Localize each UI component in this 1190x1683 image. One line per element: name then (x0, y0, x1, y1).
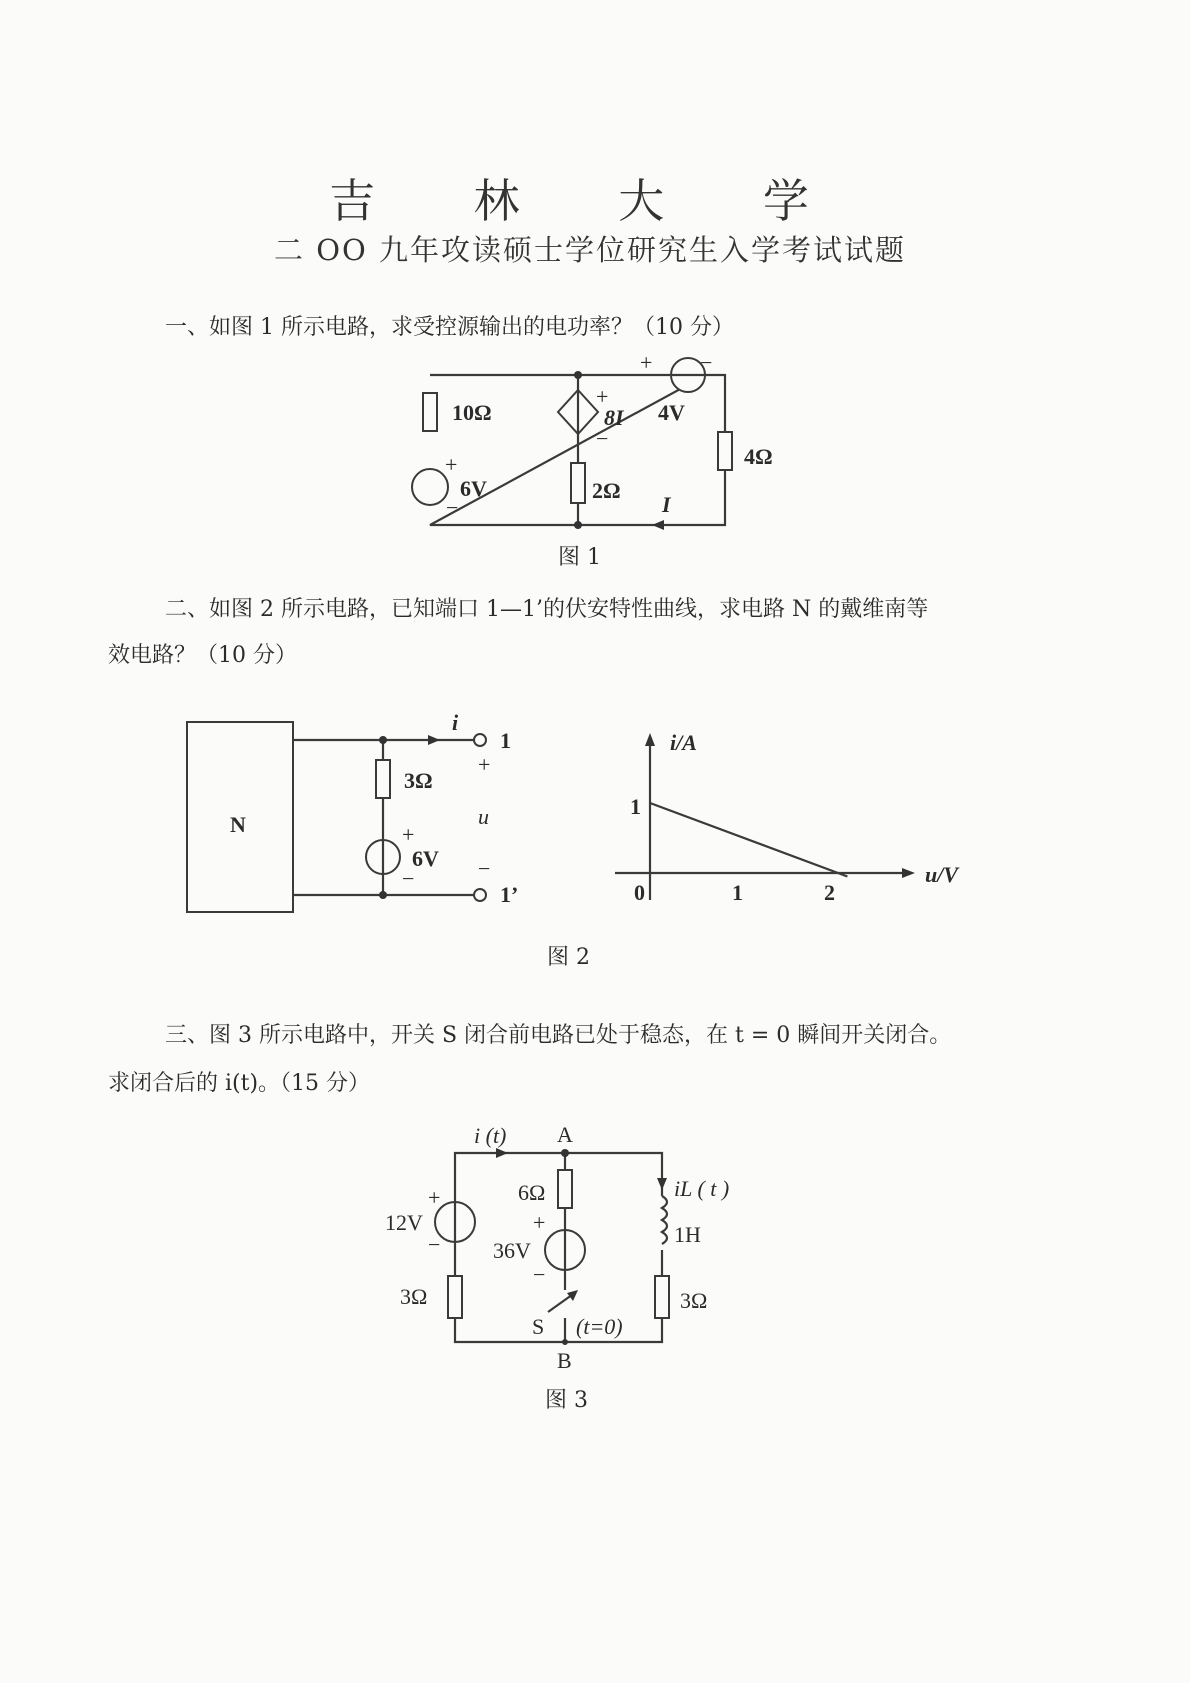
vi-characteristic-line (650, 803, 847, 877)
label-4ohm: 4Ω (744, 444, 773, 469)
label-B: B (557, 1348, 572, 1373)
label-minus: − (700, 350, 713, 375)
y-tick-1: 1 (630, 794, 641, 819)
figure-2-circuit (187, 710, 518, 912)
label-u: u (478, 804, 489, 829)
label-t0: (t=0) (576, 1314, 623, 1339)
label-minus: − (533, 1262, 546, 1287)
x-axis-label: u/V (925, 862, 959, 887)
node-dot (379, 891, 387, 899)
label-8I: 8I (604, 405, 624, 430)
node-B (562, 1339, 568, 1345)
terminal-1prime (474, 889, 486, 901)
question-1-text: 一、如图 1 所示电路，求受控源输出的电功率？（10 分） (165, 315, 734, 340)
resistor-2ohm (571, 463, 585, 503)
x-axis-arrow (902, 868, 915, 878)
label-plus: + (640, 350, 653, 375)
label-6v: 6V (412, 846, 439, 871)
question-3-text-line1: 三、图 3 所示电路中，开关 S 闭合前电路已处于稳态，在 t = 0 瞬间开关闭合。 (165, 1023, 952, 1048)
label-4v: 4V (658, 400, 685, 425)
voltage-source-6v (412, 469, 448, 505)
current-arrow-i (496, 1148, 508, 1158)
node-dot (379, 736, 387, 744)
label-plus: + (428, 1185, 441, 1210)
label-2ohm: 2Ω (592, 478, 621, 503)
resistor-10ohm (423, 393, 437, 431)
label-i: i (452, 710, 459, 735)
figure-3-caption: 图 3 (545, 1388, 588, 1413)
figure-1-caption: 图 1 (558, 545, 601, 570)
resistor-3ohm-right (655, 1276, 669, 1318)
origin-label: 0 (634, 880, 645, 905)
figure-3-circuit (385, 1122, 729, 1373)
resistor-4ohm (718, 432, 732, 470)
label-10ohm: 10Ω (452, 400, 492, 425)
label-i-t: i (t) (474, 1123, 507, 1148)
figure-2-vi-graph (615, 730, 960, 905)
x-tick-2: 2 (824, 880, 835, 905)
label-6ohm: 6Ω (518, 1180, 546, 1205)
node-dot (574, 521, 582, 529)
label-36v: 36V (493, 1238, 531, 1263)
label-iL: iL ( t ) (674, 1176, 730, 1201)
y-axis-label: i/A (670, 730, 697, 755)
label-plus: + (533, 1210, 546, 1235)
label-port-1: 1 (500, 728, 511, 753)
label-12v: 12V (385, 1210, 423, 1235)
question-3-text-line2: 求闭合后的 i(t)。（15 分） (108, 1071, 371, 1096)
label-I: I (662, 492, 671, 517)
y-axis-arrow (645, 733, 655, 746)
label-6v: 6V (460, 476, 487, 501)
label-minus: − (596, 426, 609, 451)
figure-1-circuit (412, 350, 773, 530)
x-tick-1: 1 (732, 880, 743, 905)
label-1H: 1H (674, 1222, 701, 1247)
label-plus: + (596, 384, 609, 409)
current-arrow-iL (657, 1178, 667, 1190)
label-A: A (557, 1122, 573, 1147)
label-minus: − (428, 1232, 441, 1257)
label-3ohm: 3Ω (404, 768, 433, 793)
label-port-1prime: 1’ (500, 882, 519, 907)
resistor-6ohm (558, 1170, 572, 1208)
label-minus: − (402, 866, 415, 891)
question-2-text-line1: 二、如图 2 所示电路，已知端口 1—1’的伏安特性曲线，求电路 N 的戴维南等 (165, 597, 929, 622)
node-A (561, 1149, 569, 1157)
label-S: S (532, 1314, 545, 1339)
node-dot (574, 371, 582, 379)
question-2-text-line2: 效电路？（10 分） (108, 643, 297, 668)
exam-title: 二 OO 九年攻读硕士学位研究生入学考试试题 (274, 233, 906, 267)
resistor-3ohm (376, 760, 390, 798)
figure-2-caption: 图 2 (547, 945, 590, 970)
label-3ohm-left: 3Ω (400, 1284, 428, 1309)
label-minus: − (478, 856, 491, 881)
label-plus: + (478, 752, 491, 777)
label-3ohm-right: 3Ω (680, 1288, 708, 1313)
label-plus: + (445, 452, 458, 477)
resistor-3ohm-left (448, 1276, 462, 1318)
label-minus: − (446, 495, 459, 520)
label-plus: + (402, 822, 415, 847)
current-arrow (652, 520, 664, 530)
university-title: 吉 林 大 学 (329, 174, 851, 228)
current-arrow (428, 735, 440, 745)
label-N: N (230, 812, 246, 837)
terminal-1 (474, 734, 486, 746)
